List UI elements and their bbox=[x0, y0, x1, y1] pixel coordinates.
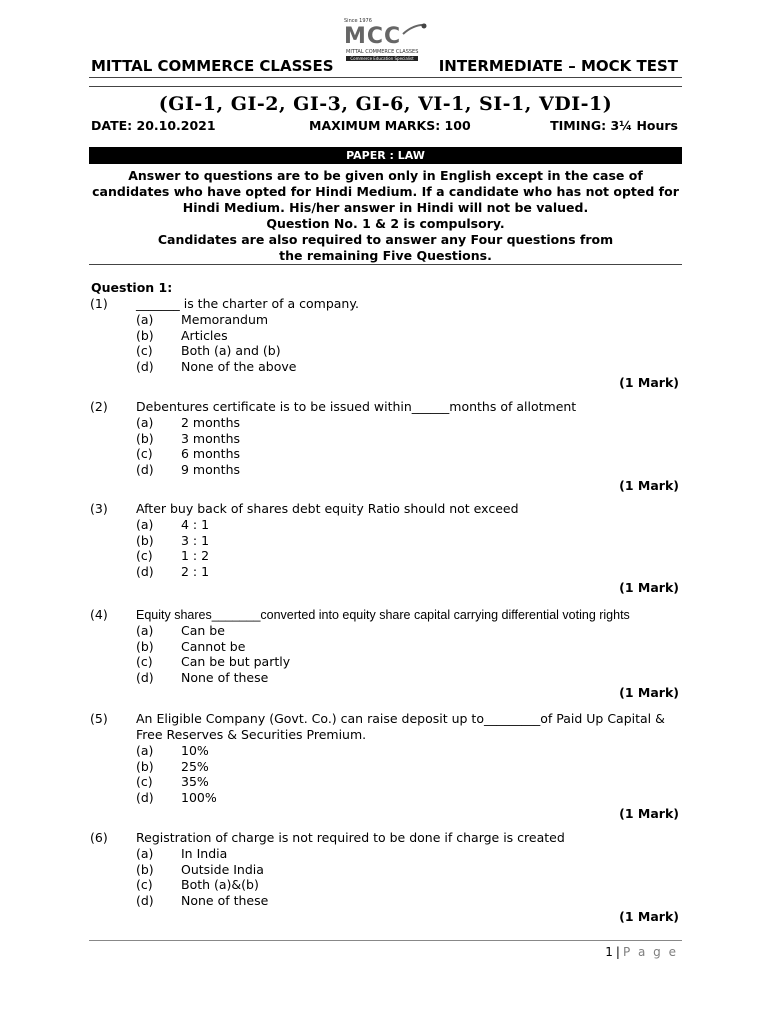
marks-label: (1 Mark) bbox=[619, 806, 679, 821]
option: (b) 3 months bbox=[136, 430, 241, 446]
page-number: 1 bbox=[605, 945, 613, 959]
option: (d) None of these bbox=[136, 893, 269, 909]
option: (b) 25% bbox=[136, 758, 209, 774]
option: (a) 10% bbox=[136, 743, 209, 758]
instruction-line: Question No. 1 & 2 is compulsory. bbox=[266, 216, 505, 231]
option-list bbox=[136, 846, 268, 909]
instruction-line: Candidates are also required to answer any Four questions from bbox=[157, 232, 614, 247]
test-name: INTERMEDIATE – MOCK TEST bbox=[438, 57, 678, 75]
header-divider-2 bbox=[89, 86, 682, 87]
page-footer: 1 | P a g e bbox=[605, 945, 678, 959]
question-text: Debentures certificate is to be issued within______months of allotment bbox=[136, 399, 577, 414]
exam-timing: TIMING: 3¼ Hours bbox=[550, 118, 678, 133]
option-list bbox=[136, 623, 290, 686]
option: (c) 6 months bbox=[136, 446, 241, 462]
page-word: P a g e bbox=[622, 945, 678, 959]
max-marks: MAXIMUM MARKS: 100 bbox=[309, 118, 471, 133]
question-text: Equity shares_______converted into equity share capital carrying differential voting rights bbox=[136, 608, 630, 622]
question-number: (6) bbox=[90, 830, 108, 845]
marks-label: (1 Mark) bbox=[619, 478, 679, 493]
swoosh-icon bbox=[402, 22, 428, 36]
marks-label: (1 Mark) bbox=[619, 685, 679, 700]
option: (c) Can be but partly bbox=[136, 654, 291, 670]
question-number: (3) bbox=[90, 501, 108, 516]
option: (b) Outside India bbox=[136, 861, 264, 877]
question-text: Registration of charge is not required to be done if charge is created bbox=[136, 830, 565, 845]
option: (c) Both (a)&(b) bbox=[136, 877, 259, 893]
option: (c) 35% bbox=[136, 774, 209, 790]
paper-title-bar: PAPER : LAW bbox=[89, 147, 682, 164]
option: (c) 1 : 2 bbox=[136, 548, 210, 564]
option-list bbox=[136, 312, 296, 375]
mcc-logo: Since 1976 MCC MITTAL COMMERCE CLASSES Commerce Education Specialist bbox=[338, 18, 434, 62]
batch-list: (GI-1, GI-2, GI-3, GI-6, VI-1, SI-1, VDI-1) bbox=[158, 93, 613, 115]
question-text: _______ is the charter of a company. bbox=[136, 296, 359, 311]
question-number: (5) bbox=[90, 711, 108, 726]
question-number: (2) bbox=[90, 399, 108, 414]
option: (b) Articles bbox=[136, 327, 228, 343]
instruction-line: Answer to questions are to be given only in English except in the case of bbox=[128, 168, 643, 183]
option-list bbox=[136, 415, 240, 478]
question-text: After buy back of shares debt equity Ratio should not exceed bbox=[136, 501, 519, 516]
option: (d) 100% bbox=[136, 790, 217, 806]
marks-label: (1 Mark) bbox=[619, 580, 679, 595]
marks-label: (1 Mark) bbox=[619, 375, 679, 390]
instruction-line: candidates who have opted for Hindi Medium. If a candidate who has not opted for bbox=[92, 184, 679, 199]
instruction-line: Hindi Medium. His/her answer in Hindi will not be valued. bbox=[182, 200, 589, 215]
option: (a) In India bbox=[136, 846, 228, 861]
option: (a) 2 months bbox=[136, 415, 241, 430]
question-number: (1) bbox=[90, 296, 108, 311]
option: (d) None of the above bbox=[136, 359, 297, 375]
question-number: (4) bbox=[90, 607, 108, 622]
option: (b) 3 : 1 bbox=[136, 532, 210, 548]
option: (a) Memorandum bbox=[136, 312, 269, 327]
option: (a) 4 : 1 bbox=[136, 517, 210, 532]
marks-label: (1 Mark) bbox=[619, 909, 679, 924]
option-list bbox=[136, 743, 217, 806]
option: (b) Cannot be bbox=[136, 638, 246, 654]
exam-date: DATE: 20.10.2021 bbox=[91, 118, 216, 133]
question-heading: Question 1: bbox=[91, 280, 173, 295]
instructions-divider bbox=[89, 264, 682, 265]
option: (d) 2 : 1 bbox=[136, 564, 210, 580]
instruction-line: the remaining Five Questions. bbox=[279, 248, 492, 263]
option: (a) Can be bbox=[136, 623, 225, 638]
instructions bbox=[89, 168, 682, 264]
footer-divider bbox=[89, 940, 682, 941]
header-divider bbox=[89, 77, 682, 78]
option: (d) 9 months bbox=[136, 462, 241, 478]
question-text: An Eligible Company (Govt. Co.) can raise deposit up to_________of Paid Up Capital & Free Reserves & Securities Premium. bbox=[136, 711, 665, 742]
option-list bbox=[136, 517, 209, 580]
option: (c) Both (a) and (b) bbox=[136, 343, 281, 359]
option: (d) None of these bbox=[136, 670, 269, 686]
institute-name: MITTAL COMMERCE CLASSES bbox=[91, 57, 334, 75]
